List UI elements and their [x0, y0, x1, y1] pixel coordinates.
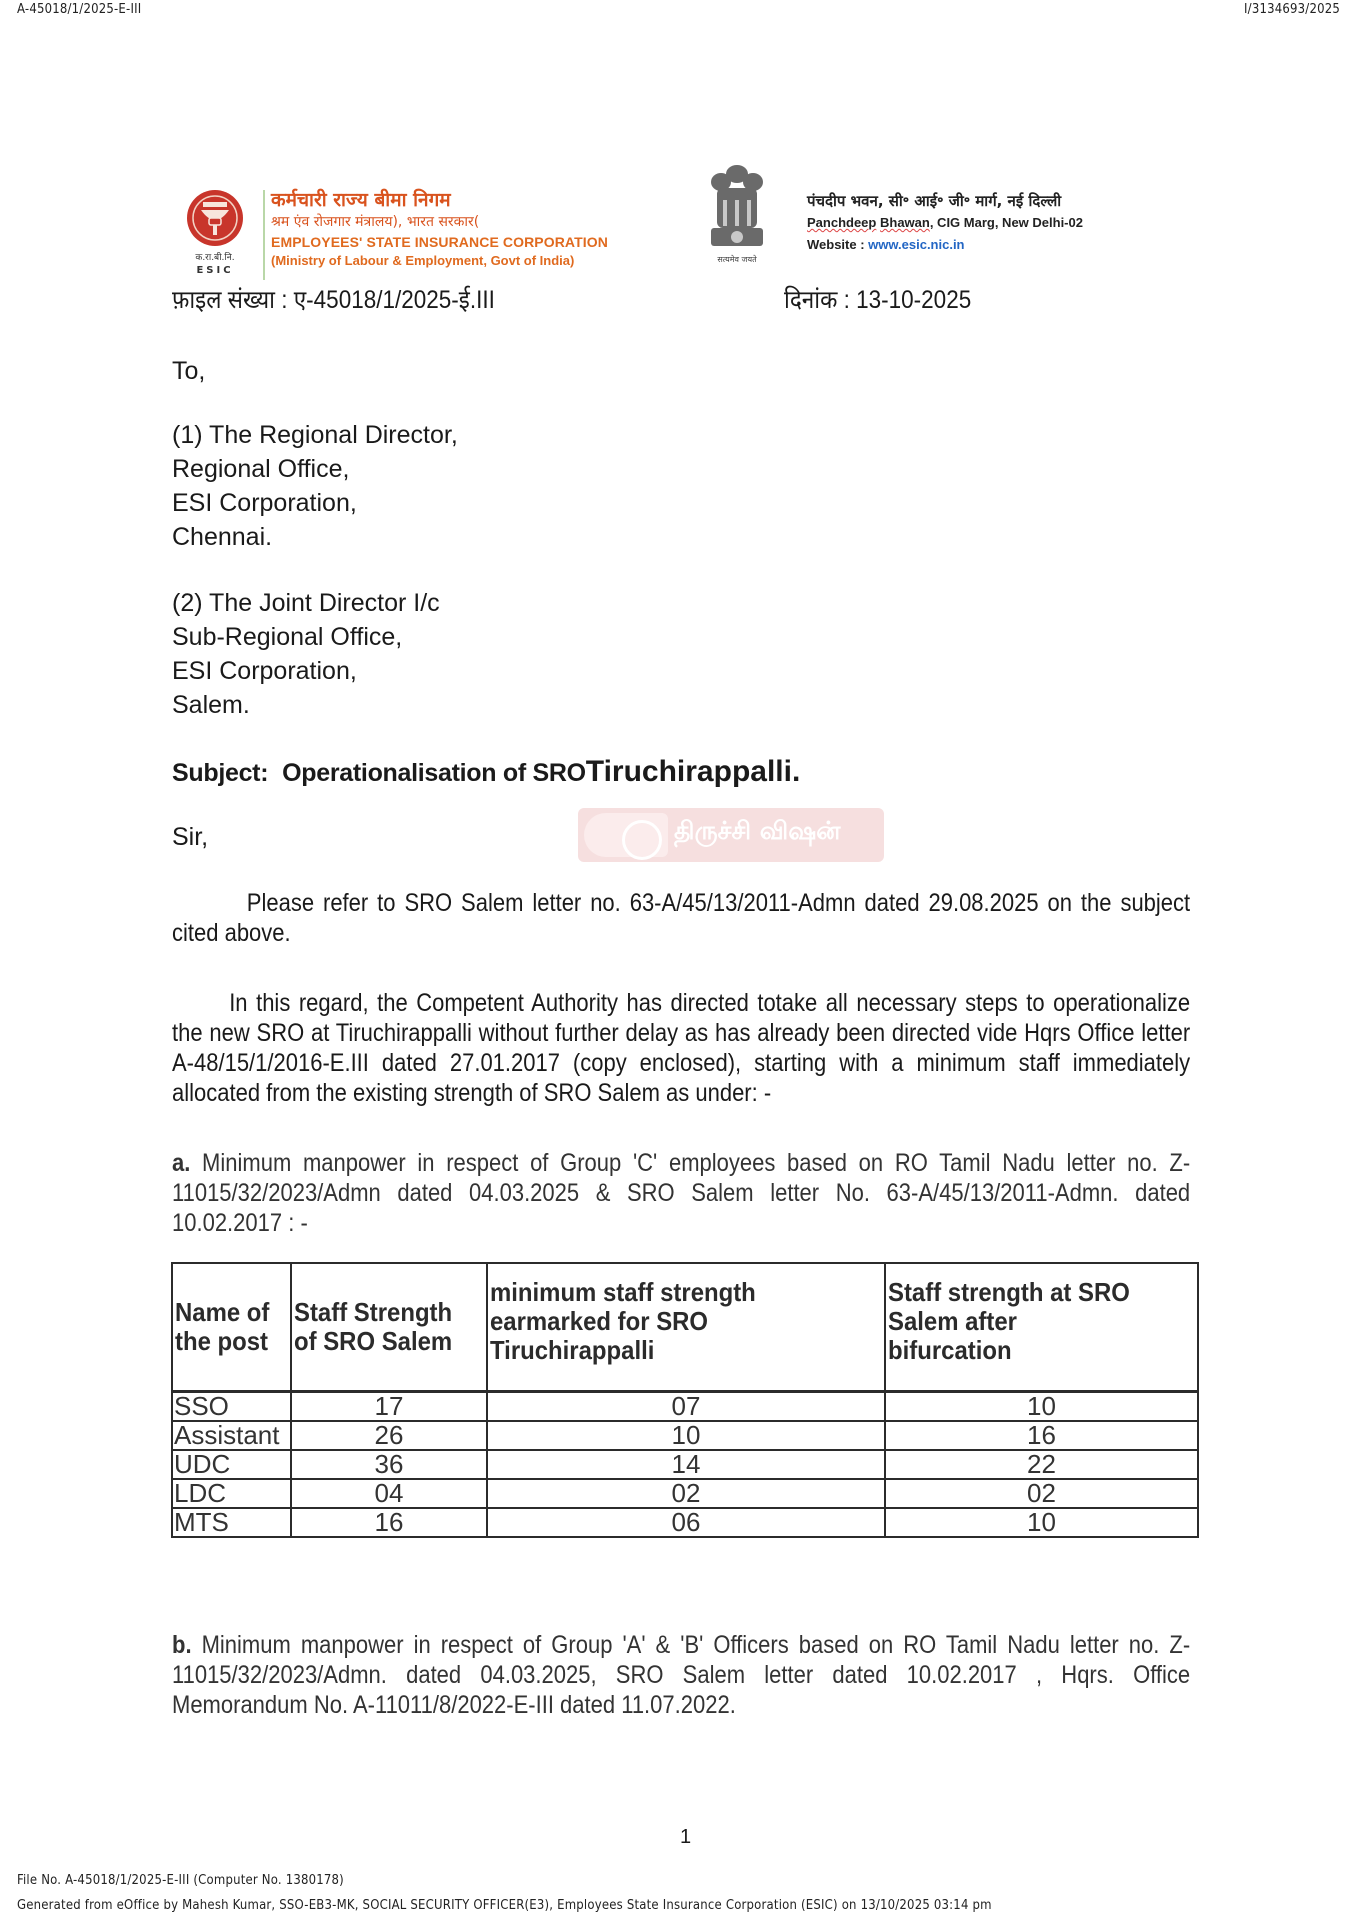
file-number-stamp: A-45018/1/2025-E-III	[17, 2, 142, 17]
table-row	[172, 1421, 1198, 1450]
address-hindi: पंचदीप भवन, सी॰ आई॰ जी॰ मार्ग, नई दिल्ली	[807, 192, 1062, 210]
receipt-number-stamp: I/3134693/2025	[1244, 2, 1340, 17]
subject-place: Tiruchirappalli.	[585, 755, 801, 788]
paragraph-group-ab: b. Minimum manpower in respect of Group 'A' & 'B' Officers based on RO Tamil Nadu letter no. Z-11015/32/2023/Admn. dated 04.03.2025, SRO Salem letter dated 10.02.2017 , Hqrs. Office Memorandum No. A-11011/8/2022-E-III dated 11.07.2022.	[172, 1631, 1191, 1719]
national-emblem-icon	[703, 160, 771, 272]
cell-post: LDC	[172, 1479, 291, 1508]
recipient-address: (2) The Joint Director I/c Sub-Regional Office, ESI Corporation, Salem.	[172, 589, 440, 719]
paragraph-reference: Please refer to SRO Salem letter no. 63-A/45/13/2011-Admn dated 29.08.2025 on the subject cited above.	[172, 889, 1191, 947]
footer-generated-info: Generated from eOffice by Mahesh Kumar, SSO-EB3-MK, SOCIAL SECURITY OFFICER(E3), Employees State Insurance Corporation (ESIC) on 13/10/2025 03:14 pm	[17, 1898, 992, 1913]
ministry-name-hindi: श्रम एंव रोजगार मंत्रालय), भारत सरकार(	[271, 214, 480, 230]
org-name-hindi: कर्मचारी राज्य बीमा निगम	[271, 189, 451, 211]
cell-post: SSO	[172, 1392, 291, 1422]
logo-caption-en: ESIC	[196, 265, 234, 276]
cell-trichy-min: 10	[487, 1421, 885, 1450]
org-name-english: EMPLOYEES' STATE INSURANCE CORPORATION	[271, 234, 608, 250]
letterhead-divider	[263, 190, 265, 280]
header-salem-strength: Staff Strength of SRO Salem	[291, 1263, 487, 1392]
address-block	[807, 190, 1083, 256]
cell-salem-after: 02	[885, 1479, 1198, 1508]
cell-post: MTS	[172, 1508, 291, 1537]
header-salem-after-bifurcation: Staff strength at SRO Salem after bifurcation	[885, 1263, 1198, 1392]
website-link[interactable]: www.esic.nic.in	[868, 237, 965, 252]
table-row	[172, 1508, 1198, 1537]
table-header-row	[172, 1263, 1198, 1392]
emblem-motto: सत्यमेव जयते	[717, 255, 757, 264]
cell-salem-after: 10	[885, 1508, 1198, 1537]
esic-logo-icon	[179, 188, 251, 278]
trichy-vision-logo-icon	[584, 813, 668, 857]
cell-salem-strength: 16	[291, 1508, 487, 1537]
subject-text: Operationalisation of SRO	[282, 759, 586, 787]
subject-line	[172, 755, 800, 789]
letter-date: दिनांक : 13-10-2025	[784, 286, 972, 314]
cell-salem-strength: 36	[291, 1450, 487, 1479]
cell-post: UDC	[172, 1450, 291, 1479]
organization-block	[271, 188, 608, 269]
logo-caption-hindi: क.रा.बी.नि.	[195, 253, 235, 263]
cell-salem-strength: 04	[291, 1479, 487, 1508]
paragraph-group-c: a. Minimum manpower in respect of Group 'C' employees based on RO Tamil Nadu letter no. Z-11015/32/2023/Admn dated 04.03.2025 & SRO Salem letter No. 63-A/45/13/2011-Admn. dated 10.02.2017 : -	[172, 1149, 1191, 1237]
cell-salem-after: 10	[885, 1392, 1198, 1422]
watermark	[578, 808, 884, 862]
item-label-b: b.	[172, 1631, 192, 1659]
cell-post: Assistant	[172, 1421, 291, 1450]
watermark-text: திருச்சி விஷன்	[674, 816, 841, 845]
page-number: 1	[680, 1826, 692, 1848]
letterhead	[175, 180, 1185, 285]
header-post-name: Name of the post	[172, 1263, 291, 1392]
cell-salem-after: 22	[885, 1450, 1198, 1479]
cell-salem-after: 16	[885, 1421, 1198, 1450]
cell-trichy-min: 06	[487, 1508, 885, 1537]
paragraph-directive: In this regard, the Competent Authority has directed totake all necessary steps to operationalize the new SRO at Tiruchirappalli without further delay as has already been directed vide Hqrs Office letter A-48/15/1/2016-E.III dated 27.01.2017 (copy enclosed), starting with a minimum staff immediately allocated from the existing strength of SRO Salem as under: -	[172, 989, 1191, 1107]
table-row	[172, 1479, 1198, 1508]
cell-salem-strength: 26	[291, 1421, 487, 1450]
address-english: Panchdeep Bhawan, CIG Marg, New Delhi-02	[807, 215, 1083, 230]
website-line: Website : www.esic.nic.in	[807, 237, 965, 252]
to-label: To,	[172, 357, 206, 385]
item-label-a: a.	[172, 1149, 191, 1177]
header-min-strength-trichy: minimum staff strength earmarked for SRO Tiruchirappalli	[487, 1263, 885, 1392]
cell-trichy-min: 14	[487, 1450, 885, 1479]
subject-label: Subject:	[172, 759, 269, 787]
recipient-address: (1) The Regional Director, Regional Office, ESI Corporation, Chennai.	[172, 421, 458, 551]
cell-trichy-min: 07	[487, 1392, 885, 1422]
footer-file-info: File No. A-45018/1/2025-E-III (Computer No. 1380178)	[17, 1873, 344, 1888]
table-row	[172, 1392, 1198, 1422]
file-number: फ़ाइल संख्या : ए-45018/1/2025-ई.III	[172, 286, 495, 314]
cell-salem-strength: 17	[291, 1392, 487, 1422]
staff-strength-table	[171, 1262, 1199, 1538]
cell-trichy-min: 02	[487, 1479, 885, 1508]
table-row	[172, 1450, 1198, 1479]
salutation: Sir,	[172, 823, 209, 851]
ministry-name-english: (Ministry of Labour & Employment, Govt of India)	[271, 253, 575, 268]
